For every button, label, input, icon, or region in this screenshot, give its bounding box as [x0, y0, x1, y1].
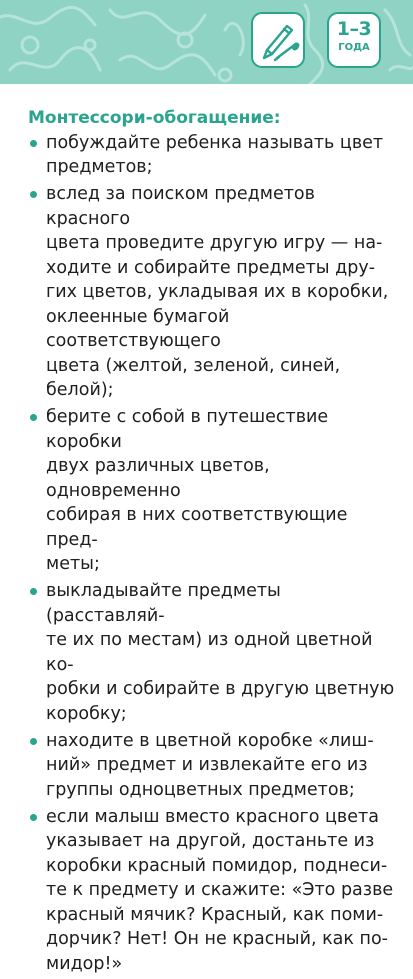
content-section [28, 106, 398, 979]
tools-badge [251, 12, 305, 68]
list-item-text: побуждайте ребенка называть цвет предметов; [46, 132, 384, 177]
bullet-icon [30, 140, 37, 147]
list-item [28, 182, 398, 403]
age-range: 1–3 [336, 18, 372, 40]
list-item [28, 729, 398, 803]
bullet-icon [30, 588, 37, 595]
list-item-text: находите в цветной коробке «лиш- ний» предмет и извлекайте его из группы одноцветных предметов; [46, 730, 374, 800]
list-item-text: вслед за поиском предметов красного цвета проведите другую игру — на- ходите и собирайте предметы дру- гих цветов, укладывая их в коробки, оклеенные бумагой соответствующего цвета (желтой, зеленой, синей, белой); [46, 184, 389, 401]
section-heading: Монтессори-обогащение: [28, 108, 281, 128]
bullet-icon [30, 414, 37, 421]
bullet-icon [30, 814, 37, 821]
header-band [0, 0, 413, 84]
list-item-text: выкладывайте предметы (расставляй- те их по местам) из одной цветной ко- робки и собирайте в другую цветную коробку; [46, 581, 395, 724]
age-badge [327, 12, 381, 68]
list-item-text: если малыш вместо красного цвета указывает на другой, достаньте из коробки красный помидор, поднеси- те к предмету и скажите: «Это разве красный мячик? Красный, как поми- дорчик? Нет! Он не красный, как по- мидор!» [46, 806, 394, 974]
list-item [28, 579, 398, 726]
age-unit: ГОДА [338, 42, 370, 53]
recommendation-list [28, 131, 398, 977]
list-item [28, 405, 398, 577]
list-item-text: берите с собой в путешествие коробки двух различных цветов, одновременно собирая в них соответствующие пред- меты; [46, 407, 348, 575]
pencil-and-brush-icon [253, 14, 303, 66]
bullet-icon [30, 738, 37, 745]
list-item [28, 805, 398, 977]
list-item [28, 131, 398, 180]
bullet-icon [30, 191, 37, 198]
